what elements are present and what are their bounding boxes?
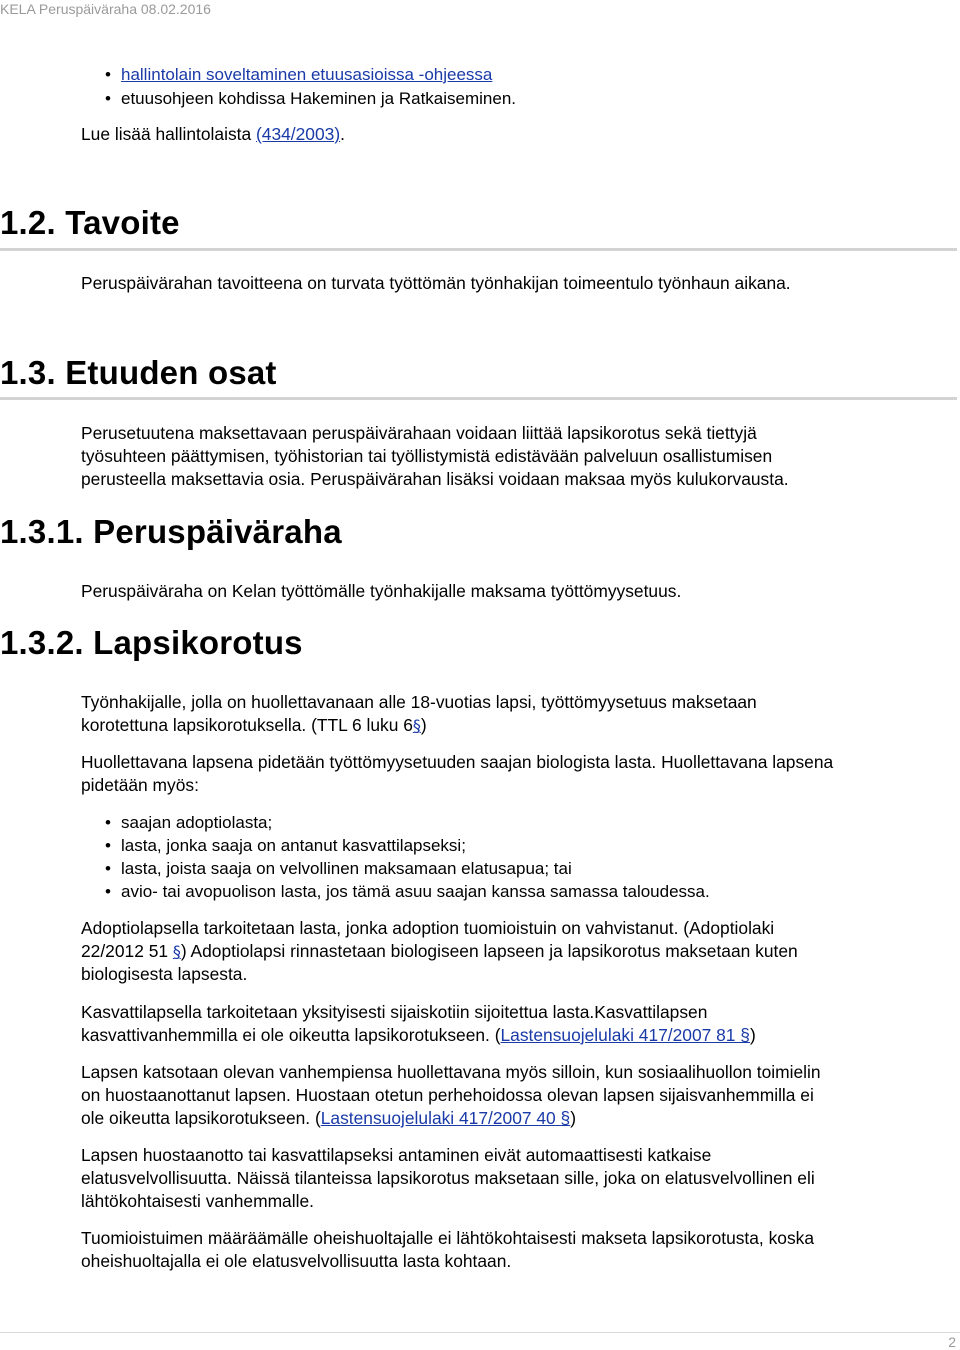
punctuation: . [340,124,345,144]
read-more-paragraph [81,123,345,147]
paragraph-line: työsuhteen päättymisen, työhistorian tai työllistymistä edistävään palveluun osallistumisen [81,446,773,466]
bullet-icon: • [105,65,111,84]
child-welfare-law-link[interactable]: Lastensuojelulaki 417/2007 81 § [500,1025,750,1045]
paragraph-line [81,714,427,738]
child-welfare-law-link[interactable]: Lastensuojelulaki 417/2007 40 § [320,1108,571,1128]
goal-paragraph: Peruspäivärahan tavoitteena on turvata työttömän työnhakijan toimeentulo työnhaun aikana. [81,273,791,293]
paragraph-line: Tuomioistuimen määräämälle oheishuoltajalle ei lähtökohtaisesti makseta lapsikorotusta, koska [81,1228,815,1248]
paragraph-line: Huollettavana lapsena pidetään työttömyysetuuden saajan biologista lasta. Huollettavana lapsena [81,752,834,772]
section-link[interactable]: § [172,942,181,961]
read-more-text: Lue lisää hallintolaista [81,124,256,144]
page-number: 2 [948,1334,956,1350]
paragraph-line [81,1024,756,1048]
section-heading-1-3-2: 1.3.2. Lapsikorotus [0,624,303,661]
text: ) Adoptiolapsi rinnastetaan biologiseen lapseen ja lapsikorotus maksetaan kuten [180,941,798,961]
paragraph-line [81,940,798,964]
footer-rule [0,1332,960,1333]
text: ) [749,1025,756,1045]
paragraph-line: on huostaanottanut lapsen. Huostaan otetun perhehoidossa olevan lapsen sijaisvanhemmilla ei [81,1085,814,1105]
paragraph-line: Lapsen katsotaan olevan vanhempiensa huollettavana myös silloin, kun sosiaalihuollon toimielin [81,1062,821,1082]
paragraph-line: Kasvattilapsella tarkoitetaan yksityisesti sijaiskotiin sijoitettua lasta.Kasvattilapsen [81,1002,708,1022]
paragraph-line: oheishuoltajalla ei ole elatusvelvollisuutta lasta kohtaan. [81,1251,512,1271]
paragraph-line: Työnhakijalle, jolla on huollettavanaan alle 18-vuotias lapsi, työttömyysetuus maksetaan [81,692,757,712]
paragraph-line [81,1107,576,1131]
guideline-link[interactable]: hallintolain soveltaminen etuusasioissa -ohjeessa [121,65,493,84]
list-item-text: lasta, jonka saaja on antanut kasvattilapseksi; [121,836,466,855]
heading-rule [0,248,957,251]
paragraph-line: pidetään myös: [81,775,199,795]
section-heading-1-3-1: 1.3.1. Peruspäiväraha [0,513,342,550]
paragraph-line: Perusetuutena maksettavaan peruspäivärahaan voidaan liittää lapsikorotus sekä tiettyjä [81,423,757,443]
text: korotettuna lapsikorotuksella. (TTL 6 luku 6 [81,715,413,735]
paragraph-line: elatusvelvollisuutta. Näissä tilanteissa lapsikorotus maksetaan sille, joka on elatusvelvollinen eli [81,1168,815,1188]
law-link[interactable]: (434/2003) [256,124,341,144]
list-item-text: lasta, joista saaja on velvollinen maksamaan elatusapua; tai [121,859,572,878]
paragraph-line: Adoptiolapsella tarkoitetaan lasta, jonka adoption tuomioistuin on vahvistanut. (Adoptiolaki [81,918,775,938]
section-link[interactable]: § [412,716,421,735]
paragraph-line: lähtökohtaisesti vanhemmalle. [81,1191,314,1211]
paragraph-line: biologisesta lapsesta. [81,964,248,984]
bullet-icon: • [105,882,111,901]
text: 22/2012 51 [81,941,173,961]
section-heading-1-2: 1.2. Tavoite [0,204,180,241]
basic-allowance-paragraph: Peruspäiväraha on Kelan työttömälle työnhakijalle maksama työttömyysetuus. [81,581,682,601]
section-heading-1-3: 1.3. Etuuden osat [0,354,277,391]
text: ) [570,1108,577,1128]
bullet-icon: • [105,89,111,108]
paragraph-line: Lapsen huostaanotto tai kasvattilapseksi antaminen eivät automaattisesti katkaise [81,1145,712,1165]
bullet-icon: • [105,859,111,878]
bullet-icon: • [105,813,111,832]
text: kasvattivanhemmilla ei ole oikeutta lapsikorotukseen. ( [81,1025,501,1045]
document-header: KELA Peruspäiväraha 08.02.2016 [0,1,211,17]
text: ) [420,715,427,735]
paragraph-line: perusteella maksettavia osia. Peruspäivärahan lisäksi voidaan maksaa myös kulukorvausta. [81,469,789,489]
bullet-icon: • [105,836,111,855]
heading-rule [0,397,957,400]
text: ole oikeutta lapsikorotukseen. ( [81,1108,321,1128]
list-item-text: saajan adoptiolasta; [121,813,273,832]
list-item-text: avio- tai avopuolison lasta, jos tämä asuu saajan kanssa samassa taloudessa. [121,882,710,901]
list-item-text: etuusohjeen kohdissa Hakeminen ja Ratkaiseminen. [121,89,517,108]
